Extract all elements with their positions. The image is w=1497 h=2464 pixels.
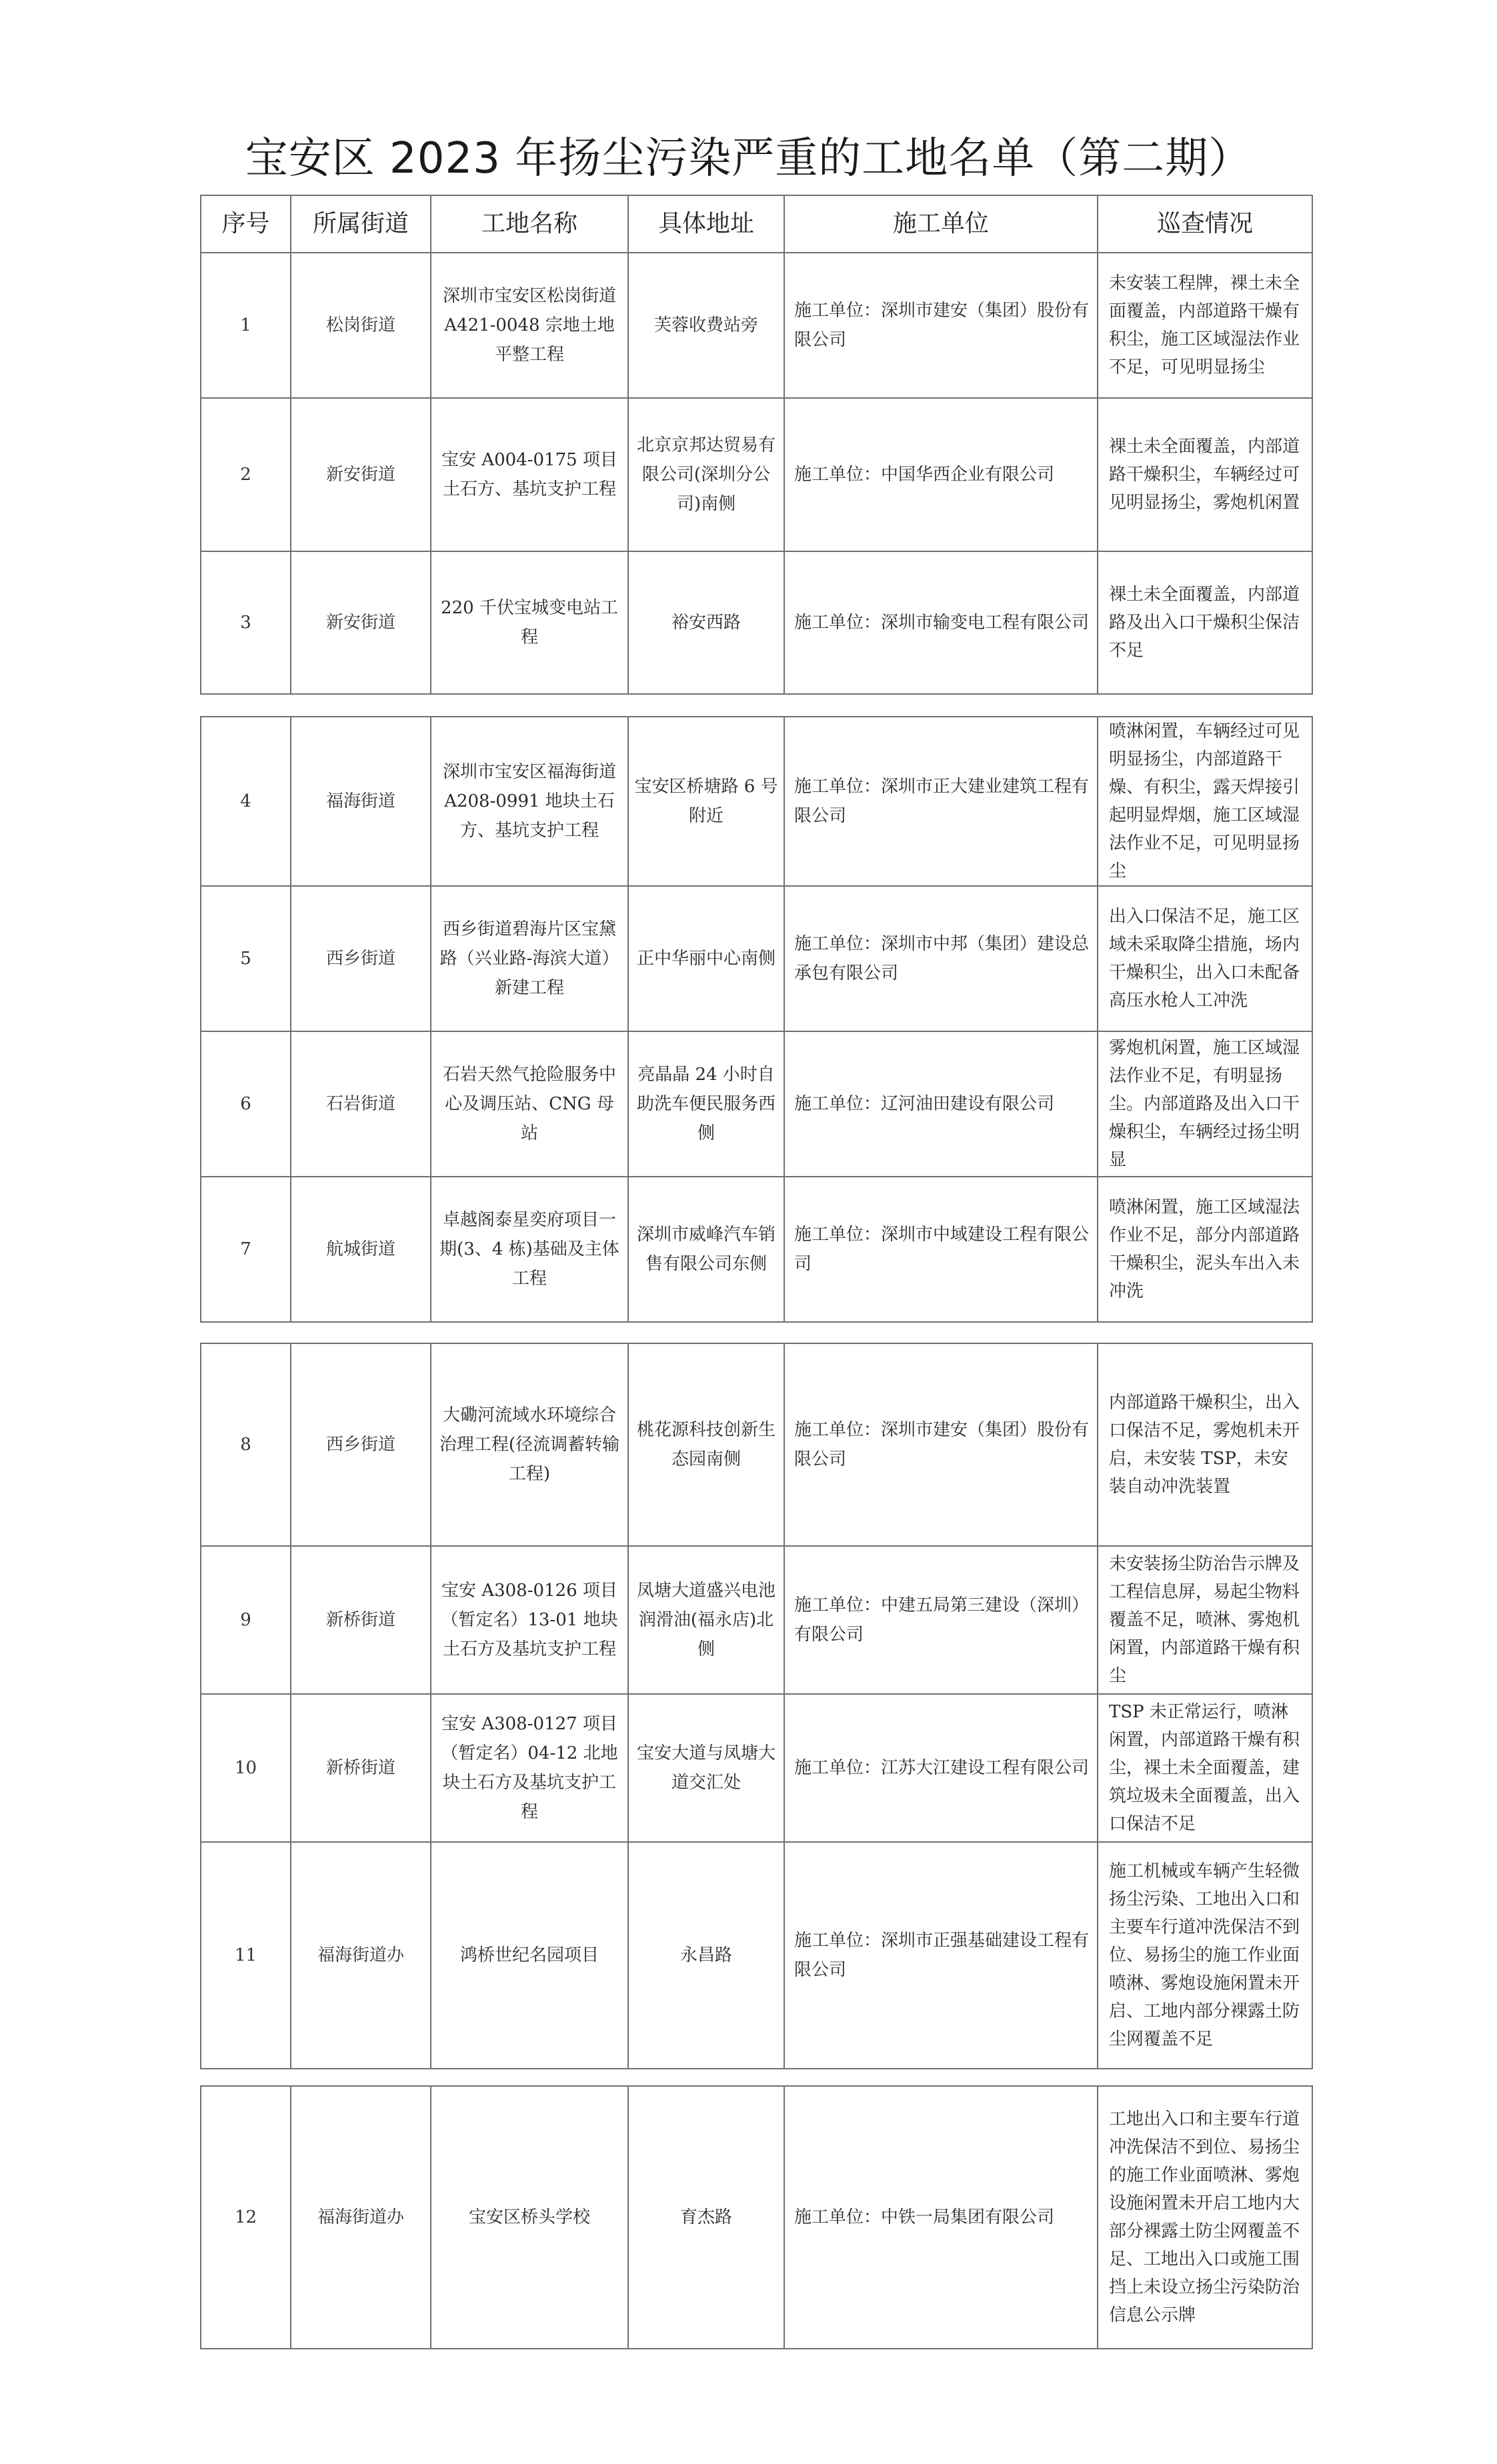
row-no: 12 [201, 2086, 291, 2349]
row-no: 11 [201, 1842, 291, 2069]
row-inspection: 内部道路干燥积尘，出入口保洁不足，雾炮机未开启，未安装 TSP，未安装自动冲洗装置 [1098, 1343, 1312, 1546]
row-inspection: 未安装扬尘防治告示牌及工程信息屏，易起尘物料覆盖不足，喷淋、雾炮机闲置，内部道路干燥有积尘 [1098, 1546, 1312, 1694]
row-unit: 施工单位：深圳市中域建设工程有限公司 [784, 1177, 1098, 1322]
row-address: 永昌路 [628, 1842, 784, 2069]
row-unit: 施工单位：江苏大江建设工程有限公司 [784, 1694, 1098, 1842]
row-inspection: 雾炮机闲置，施工区域湿法作业不足，有明显扬尘。内部道路及出入口干燥积尘，车辆经过扬尘明显 [1098, 1031, 1312, 1177]
row-site: 大磡河流域水环境综合治理工程(径流调蓄转输工程) [431, 1343, 628, 1546]
site-table-part-3 [200, 1343, 1313, 2069]
row-address: 育杰路 [628, 2086, 784, 2349]
row-inspection: 施工机械或车辆产生轻微扬尘污染、工地出入口和主要车行道冲洗保洁不到位、易扬尘的施工作业面喷淋、雾炮设施闲置未开启、工地内部分裸露土防尘网覆盖不足 [1098, 1842, 1312, 2069]
table-row [201, 551, 1312, 694]
row-address: 北京京邦达贸易有限公司(深圳分公司)南侧 [628, 398, 784, 551]
row-address: 凤塘大道盛兴电池润滑油(福永店)北侧 [628, 1546, 784, 1694]
row-inspection: 喷淋闲置，车辆经过可见明显扬尘，内部道路干燥、有积尘，露天焊接引起明显焊烟，施工区域湿法作业不足，可见明显扬尘 [1098, 717, 1312, 886]
row-no: 4 [201, 717, 291, 886]
row-unit: 施工单位：深圳市正大建业建筑工程有限公司 [784, 717, 1098, 886]
row-address: 亮晶晶 24 小时自助洗车便民服务西侧 [628, 1031, 784, 1177]
row-no: 3 [201, 551, 291, 694]
row-street: 福海街道 [291, 717, 431, 886]
table-row [201, 253, 1312, 398]
row-address: 桃花源科技创新生态园南侧 [628, 1343, 784, 1546]
row-site: 卓越阁泰星奕府项目一期(3、4 栋)基础及主体工程 [431, 1177, 628, 1322]
table-row [201, 1177, 1312, 1322]
table-row [201, 2086, 1312, 2349]
row-street: 松岗街道 [291, 253, 431, 398]
row-inspection: 工地出入口和主要车行道冲洗保洁不到位、易扬尘的施工作业面喷淋、雾炮设施闲置未开启工地内大部分裸露土防尘网覆盖不足、工地出入口或施工围挡上未设立扬尘污染防治信息公示牌 [1098, 2086, 1312, 2349]
row-address: 芙蓉收费站旁 [628, 253, 784, 398]
row-street: 航城街道 [291, 1177, 431, 1322]
header-inspection: 巡查情况 [1098, 195, 1312, 253]
table-row [201, 1031, 1312, 1177]
row-site: 鸿桥世纪名园项目 [431, 1842, 628, 2069]
header-no: 序号 [201, 195, 291, 253]
row-unit: 施工单位：中建五局第三建设（深圳）有限公司 [784, 1546, 1098, 1694]
row-no: 9 [201, 1546, 291, 1694]
row-street: 西乡街道 [291, 886, 431, 1031]
row-unit: 施工单位：深圳市中邦（集团）建设总承包有限公司 [784, 886, 1098, 1031]
row-site: 西乡街道碧海片区宝黛路（兴业路-海滨大道）新建工程 [431, 886, 628, 1031]
row-street: 西乡街道 [291, 1343, 431, 1546]
row-inspection: 裸土未全面覆盖，内部道路及出入口干燥积尘保洁不足 [1098, 551, 1312, 694]
table-row [201, 1343, 1312, 1546]
row-unit: 施工单位：深圳市正强基础建设工程有限公司 [784, 1842, 1098, 2069]
row-street: 新桥街道 [291, 1694, 431, 1842]
row-address: 深圳市威峰汽车销售有限公司东侧 [628, 1177, 784, 1322]
row-site: 220 千伏宝城变电站工程 [431, 551, 628, 694]
page-title: 宝安区 2023 年扬尘污染严重的工地名单（第二期） [245, 134, 1252, 183]
row-site: 宝安 A308-0126 项目（暂定名）13-01 地块土石方及基坑支护工程 [431, 1546, 628, 1694]
site-table-part-1 [200, 195, 1313, 695]
header-unit: 施工单位 [784, 195, 1098, 253]
header-site: 工地名称 [431, 195, 628, 253]
row-site: 宝安 A004-0175 项目土石方、基坑支护工程 [431, 398, 628, 551]
row-no: 1 [201, 253, 291, 398]
row-inspection: 裸土未全面覆盖，内部道路干燥积尘，车辆经过可见明显扬尘，雾炮机闲置 [1098, 398, 1312, 551]
site-table-part-4 [200, 2085, 1313, 2349]
table-row [201, 398, 1312, 551]
row-inspection: 出入口保洁不足，施工区域未采取降尘措施，场内干燥积尘，出入口未配备高压水枪人工冲洗 [1098, 886, 1312, 1031]
row-inspection: 喷淋闲置，施工区域湿法作业不足，部分内部道路干燥积尘，泥头车出入未冲洗 [1098, 1177, 1312, 1322]
table-row [201, 1842, 1312, 2069]
row-no: 2 [201, 398, 291, 551]
row-street: 福海街道办 [291, 1842, 431, 2069]
row-inspection: TSP 未正常运行，喷淋闲置，内部道路干燥有积尘，裸土未全面覆盖，建筑垃圾未全面覆盖，出入口保洁不足 [1098, 1694, 1312, 1842]
row-site: 石岩天然气抢险服务中心及调压站、CNG 母站 [431, 1031, 628, 1177]
table-row [201, 886, 1312, 1031]
row-inspection: 未安装工程牌，裸土未全面覆盖，内部道路干燥有积尘，施工区域湿法作业不足，可见明显扬尘 [1098, 253, 1312, 398]
table-row [201, 1546, 1312, 1694]
header-street: 所属街道 [291, 195, 431, 253]
row-unit: 施工单位：中铁一局集团有限公司 [784, 2086, 1098, 2349]
site-table-part-2 [200, 716, 1313, 1323]
row-street: 福海街道办 [291, 2086, 431, 2349]
row-no: 6 [201, 1031, 291, 1177]
row-no: 8 [201, 1343, 291, 1546]
row-address: 正中华丽中心南侧 [628, 886, 784, 1031]
row-unit: 施工单位：深圳市输变电工程有限公司 [784, 551, 1098, 694]
table-row [201, 717, 1312, 886]
row-street: 新安街道 [291, 398, 431, 551]
row-unit: 施工单位：深圳市建安（集团）股份有限公司 [784, 253, 1098, 398]
row-street: 石岩街道 [291, 1031, 431, 1177]
row-address: 宝安大道与凤塘大道交汇处 [628, 1694, 784, 1842]
row-address: 宝安区桥塘路 6 号附近 [628, 717, 784, 886]
table-header-row [201, 195, 1312, 253]
table-row [201, 1694, 1312, 1842]
row-site: 宝安区桥头学校 [431, 2086, 628, 2349]
row-unit: 施工单位：中国华西企业有限公司 [784, 398, 1098, 551]
row-site: 宝安 A308-0127 项目（暂定名）04-12 北地块土石方及基坑支护工程 [431, 1694, 628, 1842]
row-unit: 施工单位：深圳市建安（集团）股份有限公司 [784, 1343, 1098, 1546]
row-no: 7 [201, 1177, 291, 1322]
row-site: 深圳市宝安区松岗街道 A421-0048 宗地土地平整工程 [431, 253, 628, 398]
row-street: 新安街道 [291, 551, 431, 694]
row-address: 裕安西路 [628, 551, 784, 694]
row-no: 10 [201, 1694, 291, 1842]
row-unit: 施工单位：辽河油田建设有限公司 [784, 1031, 1098, 1177]
row-street: 新桥街道 [291, 1546, 431, 1694]
row-no: 5 [201, 886, 291, 1031]
row-site: 深圳市宝安区福海街道 A208-0991 地块土石方、基坑支护工程 [431, 717, 628, 886]
header-address: 具体地址 [628, 195, 784, 253]
